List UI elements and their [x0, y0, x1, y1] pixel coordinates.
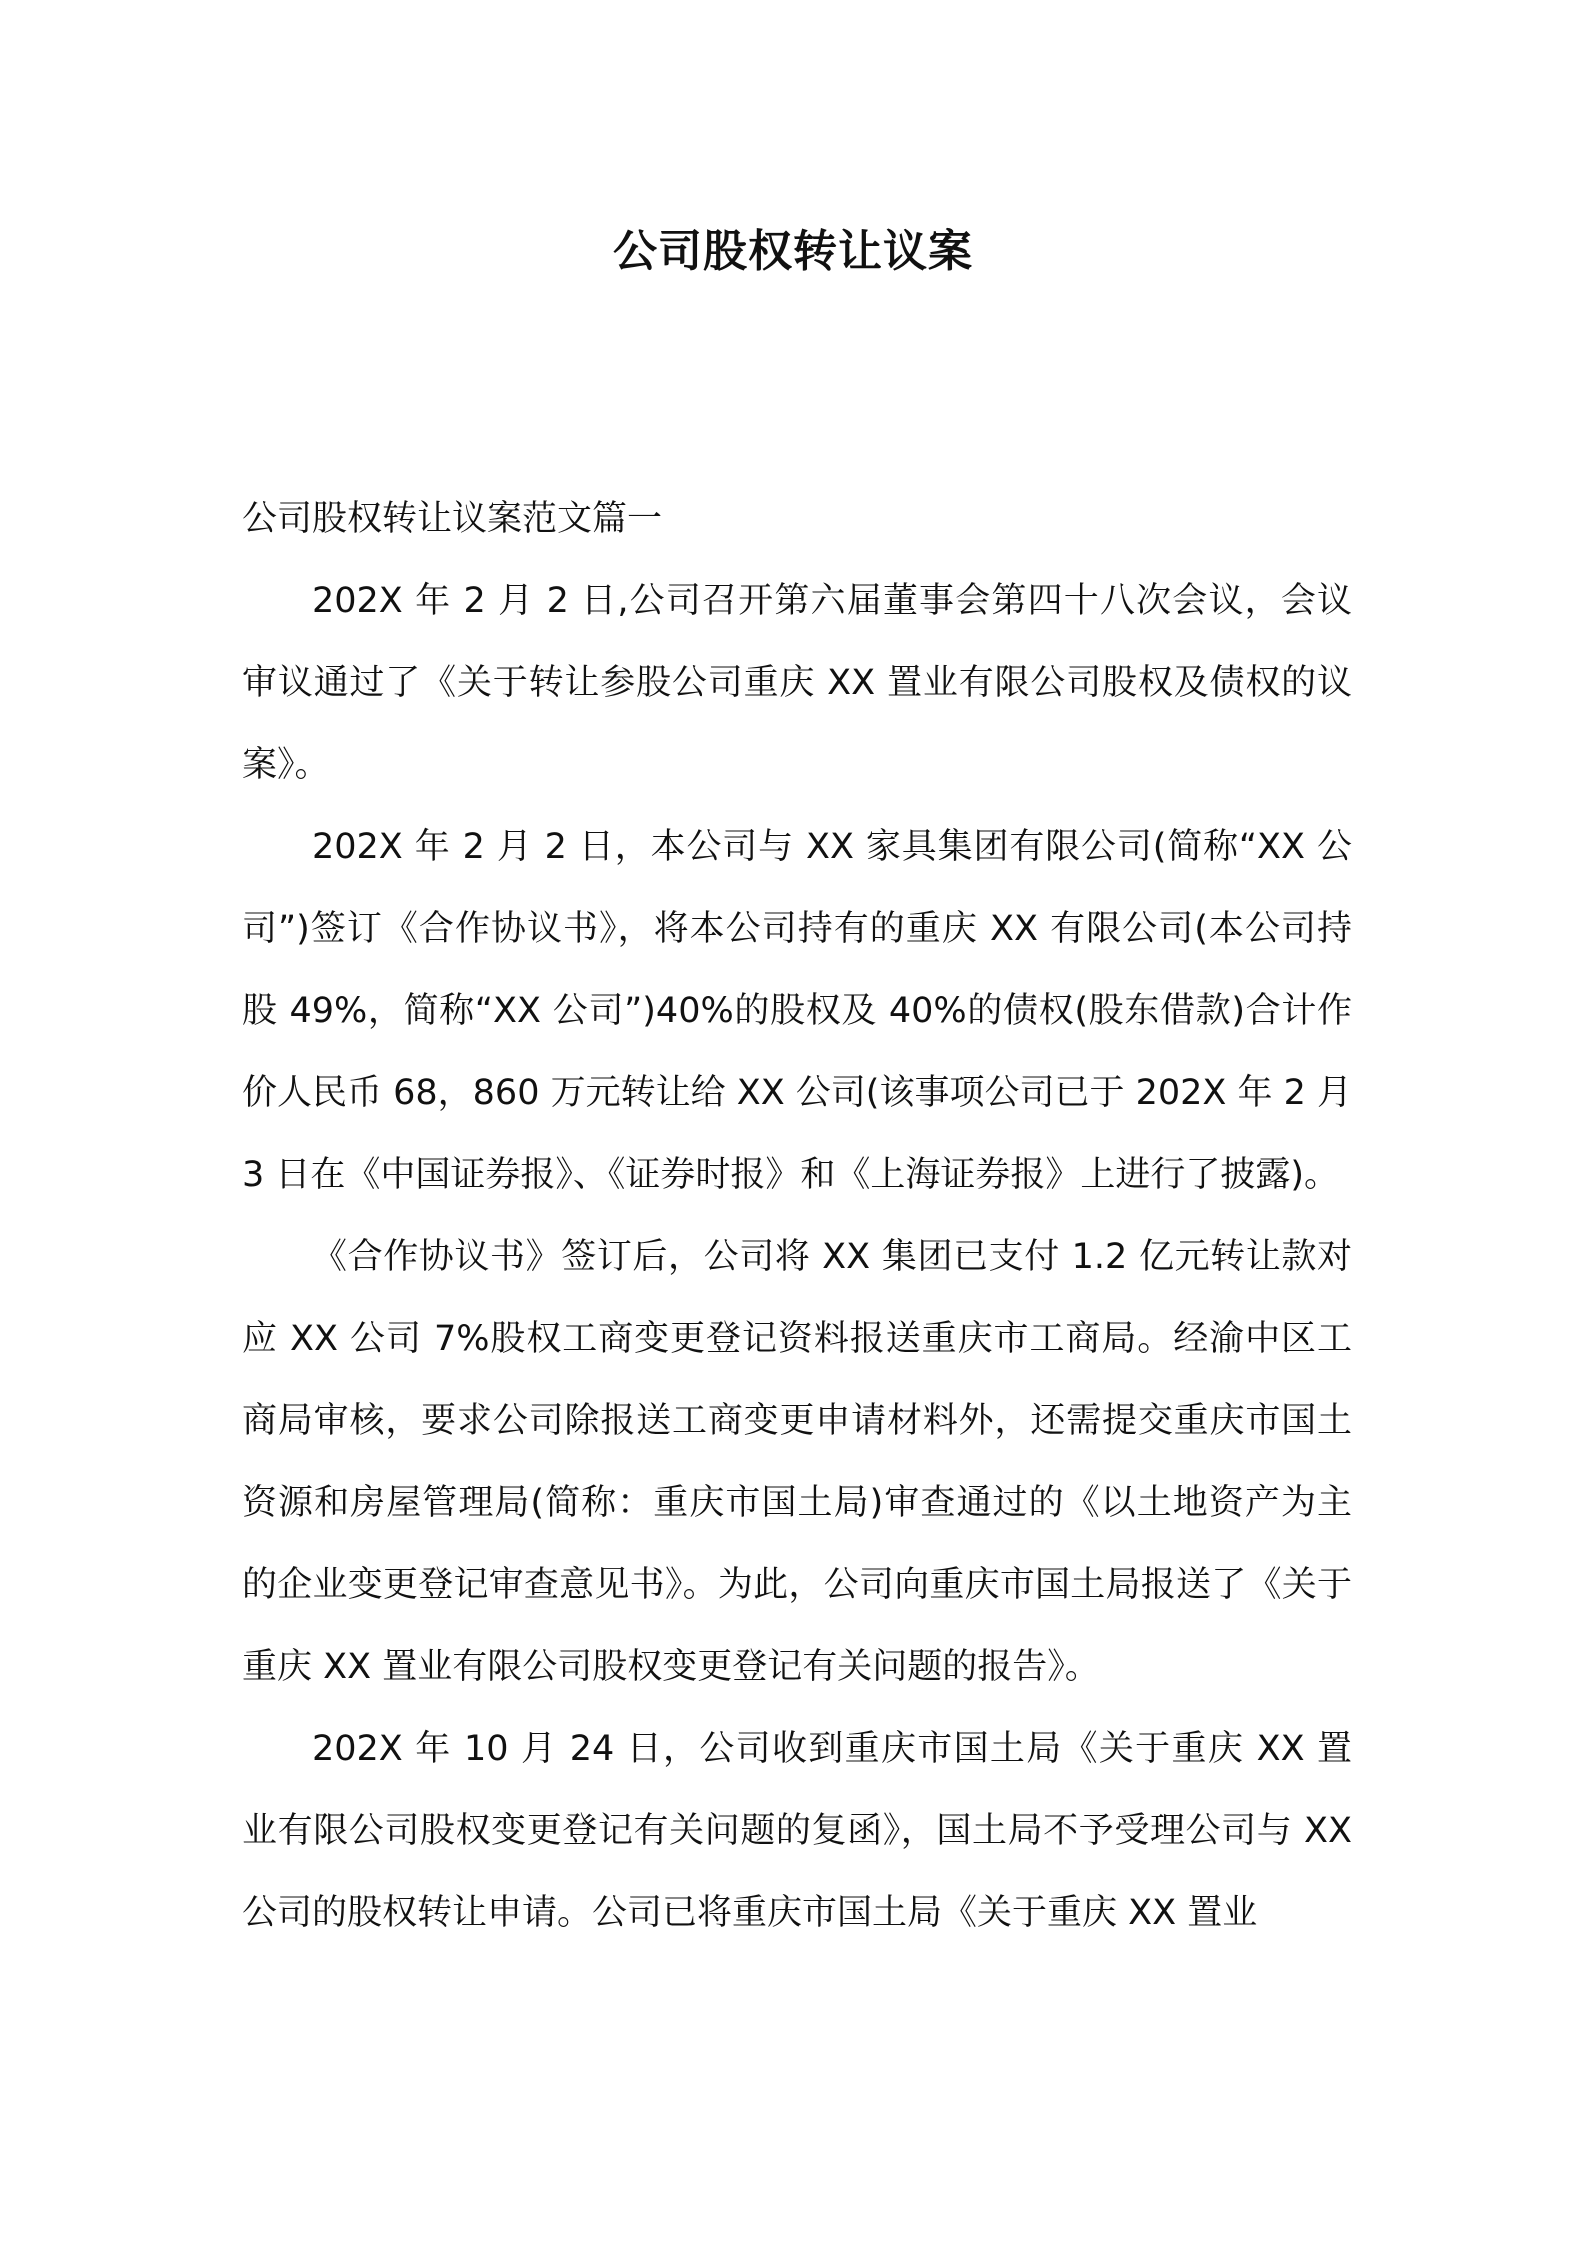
paragraph-2: 202X 年 2 月 2 日，本公司与 XX 家具集团有限公司(简称“XX 公司”)签订《合作协议书》，将本公司持有的重庆 XX 有限公司(本公司持股 49%，简称“XX 公司”)40%的股权及 40%的债权(股东借款)合计作价人民币 68，860 万元转让给 XX 公司(该事项公司已于 202X 年 2 月 3 日在《中国证券报》、《证券时报》和《上海证券报》上进行了披露)。 — [242, 827, 1353, 1195]
paragraph-4: 202X 年 10 月 24 日，公司收到重庆市国土局《关于重庆 XX 置业有限公司股权变更登记有关问题的复函》，国土局不予受理公司与 XX 公司的股权转让申请。公司已将重庆市国土局《关于重庆 XX 置业 — [242, 1729, 1352, 1933]
document-body — [242, 478, 1352, 1954]
section-heading: 公司股权转让议案范文篇一 — [242, 499, 663, 539]
paragraph-3: 《合作协议书》签订后，公司将 XX 集团已支付 1.2 亿元转让款对应 XX 公司 7%股权工商变更登记资料报送重庆市工商局。经渝中区工商局审核，要求公司除报送工商变更申请材料外，还需提交重庆市国土资源和房屋管理局(简称：重庆市国土局)审查通过的《以土地资产为主的企业变更登记审查意见书》。为此，公司向重庆市国土局报送了《关于重庆 XX 置业有限公司股权变更登记有关问题的报告》。 — [242, 1237, 1352, 1687]
document-title: 公司股权转让议案 — [613, 226, 973, 277]
paragraph-1: 202X 年 2 月 2 日,公司召开第六届董事会第四十八次会议，会议审议通过了《关于转让参股公司重庆 XX 置业有限公司股权及债权的议案》。 — [242, 581, 1352, 785]
